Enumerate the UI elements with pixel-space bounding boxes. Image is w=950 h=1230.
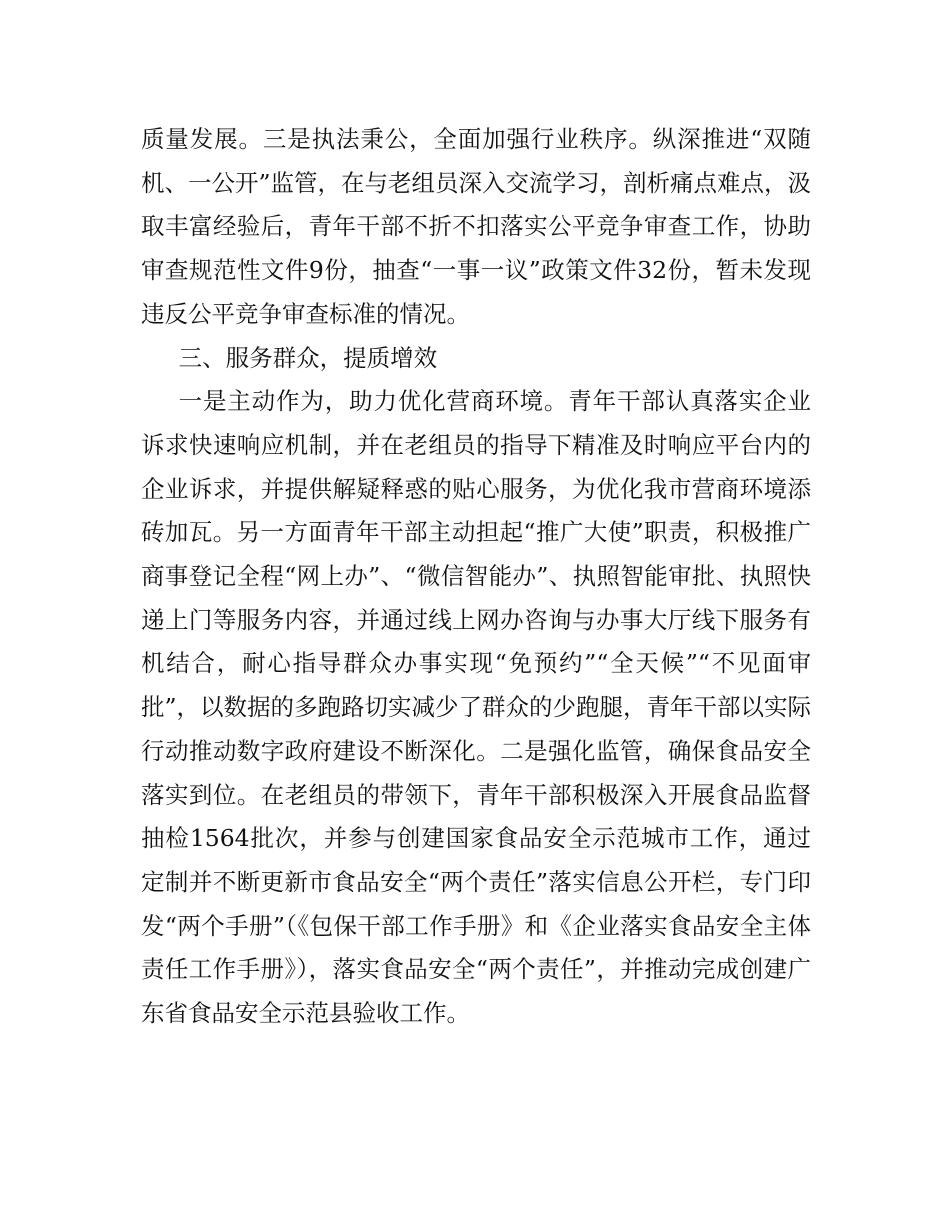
paragraph-continued: 质量发展。三是执法秉公，全面加强行业秩序。纵深推进“双随机、一公开”监管，在与老组员深入交流学习，剖析痛点难点，汲取丰富经验后，青年干部不折不扣落实公平竞争审查工作，协助审查规范性文件9份，抽查“一事一议”政策文件32份，暂未发现违反公平竞争审查标准的情况。 — [141, 125, 812, 328]
paragraph-main: 一是主动作为，助力优化营商环境。青年干部认真落实企业诉求快速响应机制，并在老组员的指导下精准及时响应平台内的企业诉求，并提供解疑释惑的贴心服务，为优化我市营商环境添砖加瓦。另一方面青年干部主动担起“推广大使”职责，积极推广商事登记全程“网上办”、“微信智能办”、执照智能审批、执照快递上门等服务内容，并通过线上网办咨询与办事大厅线下服务有机结合，耐心指导群众办事实现“免预约”“全天候”“不见面审批”，以数据的多跑路切实减少了群众的少跑腿，青年干部以实际行动推动数字政府建设不断深化。二是强化监管，确保食品安全落实到位。在老组员的带领下，青年干部积极深入开展食品监督抽检1564批次，并参与创建国家食品安全示范城市工作，通过定制并不断更新市食品安全“两个责任”落实信息公开栏，专门印发“两个手册”（《包保干部工作手册》和《企业落实食品安全主体责任工作手册》），落实食品安全“两个责任”，并推动完成创建广东省食品安全示范县验收工作。 — [141, 387, 812, 1028]
document-body — [141, 118, 811, 1036]
section-heading: 三、服务群众，提质增效 — [178, 343, 438, 372]
